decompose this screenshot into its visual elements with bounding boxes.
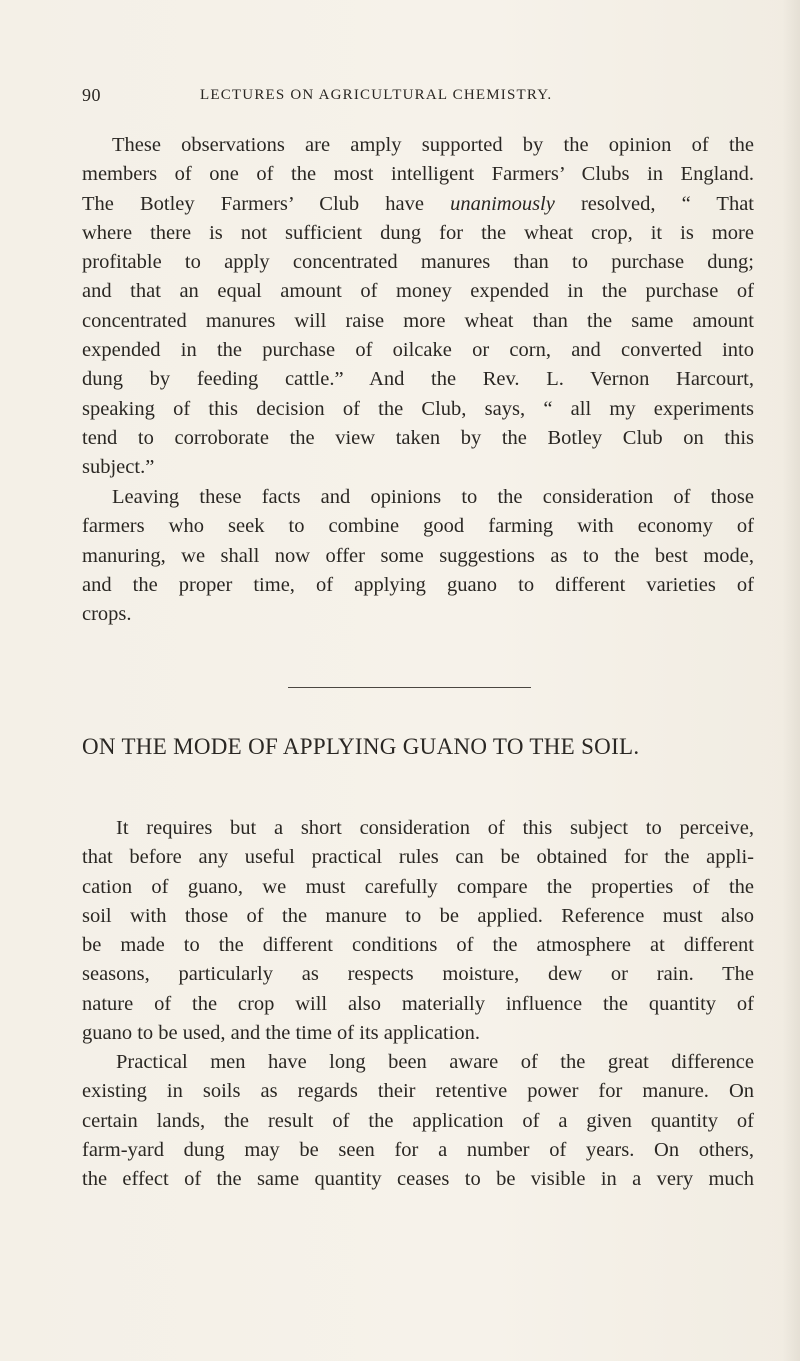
- section-divider-rule: [288, 687, 531, 688]
- paragraph-leaving-facts: [82, 483, 754, 629]
- emphasis-text: unanimously: [450, 192, 555, 215]
- text-line: It requires but a short consideration of this subject to perceive,: [116, 817, 754, 839]
- text-fragment: The Botley Farmers’ Club have: [82, 192, 424, 215]
- text-line: be made to the different conditions of the atmosphere at different: [82, 934, 754, 957]
- page-edge-shadow: [782, 0, 800, 1361]
- text-line: guano to be used, and the time of its application.: [82, 1022, 480, 1045]
- running-head: LECTURES ON AGRICULTURAL CHEMISTRY.: [200, 87, 553, 103]
- section-heading: ON THE MODE OF APPLYING GUANO TO THE SOIL.: [82, 734, 640, 759]
- page-header: [82, 85, 742, 111]
- text-line: certain lands, the result of the application of a given quantity of: [82, 1109, 754, 1132]
- text-line: seasons, particularly as respects moisture, dew or rain. The: [82, 963, 754, 986]
- text-line: crops.: [82, 603, 132, 626]
- text-line: farmers who seek to combine good farming with economy of: [82, 515, 754, 538]
- text-line: and that an equal amount of money expended in the purchase of: [82, 280, 754, 303]
- text-line: that before any useful practical rules can be obtained for the appli-: [82, 846, 754, 869]
- text-line: existing in soils as regards their retentive power for manure. On: [82, 1080, 754, 1103]
- text-line: manuring, we shall now offer some suggestions as to the best mode,: [82, 544, 754, 567]
- text-line: concentrated manures will raise more wheat than the same amount: [82, 309, 754, 332]
- text-line: expended in the purchase of oilcake or corn, and converted into: [82, 339, 754, 362]
- paragraph-short-consideration: [82, 814, 754, 1048]
- text-line: Practical men have long been aware of the great difference: [116, 1051, 754, 1073]
- text-line: [82, 190, 754, 219]
- text-line: subject.”: [82, 456, 155, 479]
- text-line: soil with those of the manure to be applied. Reference must also: [82, 904, 754, 927]
- page-number: 90: [82, 85, 101, 105]
- text-line: These observations are amply supported by the opinion of the: [112, 134, 754, 156]
- text-line: farm-yard dung may be seen for a number of years. On others,: [82, 1138, 754, 1161]
- text-line: speaking of this decision of the Club, says, “ all my experiments: [82, 397, 754, 420]
- text-line: profitable to apply concentrated manures than to purchase dung;: [82, 251, 754, 274]
- text-line: nature of the crop will also materially influence the quantity of: [82, 992, 754, 1015]
- text-line: where there is not sufficient dung for the wheat crop, it is more: [82, 221, 754, 244]
- text-line: Leaving these facts and opinions to the consideration of those: [112, 486, 754, 508]
- text-line: members of one of the most intelligent Farmers’ Clubs in England.: [82, 163, 754, 186]
- text-line: cation of guano, we must carefully compare the properties of the: [82, 875, 754, 898]
- text-line: tend to corroborate the view taken by the Botley Club on this: [82, 426, 754, 449]
- text-line: the effect of the same quantity ceases to be visible in a very much: [82, 1168, 754, 1191]
- text-fragment: resolved, “ That: [580, 192, 754, 215]
- text-line: dung by feeding cattle.” And the Rev. L. Vernon Harcourt,: [82, 368, 754, 391]
- paragraph-botley-club: [82, 131, 754, 483]
- paragraph-practical-men: [82, 1048, 754, 1194]
- text-line: and the proper time, of applying guano to different varieties of: [82, 573, 754, 596]
